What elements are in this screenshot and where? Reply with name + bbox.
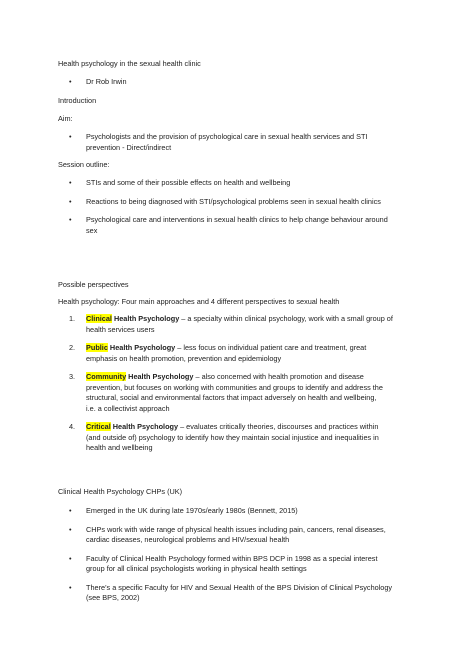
chp-heading: Clinical Health Psychology CHPs (UK) [58,487,183,496]
perspective-line: health and wellbeing [86,443,153,452]
aim-label: Aim: [58,114,73,123]
aim-item [58,132,428,153]
perspective-description: – evaluates critically theories, discourses and practices within [178,422,379,431]
perspectives-heading: Possible perspectives [58,280,129,289]
bold-term: Health Psychology [111,314,180,323]
session-item [58,215,428,236]
chp-item [58,583,428,604]
chp-item-line: Faculty of Clinical Health Psychology formed within BPS DCP in 1998 as a special interest [86,553,378,563]
session-item [58,178,428,189]
bullet-icon: • [69,524,72,534]
chp-item-line: group for all clinical psychologists working in physical health settings [86,564,307,573]
list-number: 2. [69,343,76,352]
bullet-icon: • [69,553,72,563]
aim-list [58,132,428,153]
session-list [58,178,428,236]
bullet-icon: • [69,506,72,515]
perspective-item-clinical [58,314,428,335]
bold-term: Health Psychology [107,343,176,352]
highlighted-term: Critical [86,422,111,431]
bullet-icon: • [69,132,72,141]
aim-item-line: prevention - Direct/indirect [86,142,172,152]
list-number: 4. [69,422,76,431]
session-item-line: STIs and some of their possible effects on health and wellbeing [86,178,291,187]
document-title: Health psychology in the sexual health clinic [58,59,201,68]
perspective-line: structural, social and environmental factors that impact adversely on health and wellbeing, [86,393,377,402]
perspective-first-line [86,343,428,354]
perspective-description: – also concerned with health promotion and disease [193,372,364,381]
session-item-line: Psychological care and interventions in sexual health clinics to help change behaviour around [86,215,388,224]
perspective-first-line [86,314,428,325]
list-number: 3. [69,372,76,381]
bullet-icon: • [69,77,72,86]
highlighted-term: Public [86,343,108,352]
perspective-line: health services users [86,324,155,334]
author-item [58,77,428,88]
chp-item [58,506,428,517]
author-name: Dr Rob Irwin [86,77,127,86]
bold-term: Health Psychology [126,372,194,381]
chp-item-line: CHPs work with wide range of physical health issues including pain, cancers, renal diseases, [86,524,386,534]
session-item-line: sex [86,225,98,235]
chp-item-line: There’s a specific Faculty for HIV and Sexual Health of the BPS Division of Clinical Psychology [86,582,393,592]
perspective-line: prevention, but focuses on working with communities and groups to identify and address the [86,382,383,392]
session-item-line: Reactions to being diagnosed with STI/psychological problems seen in sexual health clinics [86,196,381,206]
aim-item-line: Psychologists and the provision of psychological care in sexual health services and STI [86,132,368,141]
highlighted-term: Community [86,372,127,381]
chp-item-line: cardiac diseases, neurological problems and HIV/sexual health [86,535,290,544]
session-item [58,197,428,208]
bullet-icon: • [69,196,72,206]
chp-list [58,506,428,604]
perspective-first-line [86,372,428,383]
perspective-line: (and outside of) psychology to identify how they maintain social injustice and inequalities in [86,432,379,442]
perspectives-list [58,314,428,454]
highlighted-term: Clinical [86,314,112,323]
chp-item-line: (see BPS, 2002) [86,593,140,602]
perspective-item-critical [58,422,428,454]
perspective-description: – less focus on individual patient care and treatment, great [175,343,367,352]
session-outline-label: Session outline: [58,160,110,169]
perspective-first-line [86,422,428,433]
perspective-line: i.e. a collectivist approach [86,403,170,413]
chp-item-line: Emerged in the UK during late 1970s/early 1980s (Bennett, 2015) [86,506,298,515]
perspective-item-community [58,372,428,414]
chp-item [58,525,428,546]
chp-item [58,554,428,575]
introduction-heading: Introduction [58,96,97,105]
bold-term: Health Psychology [110,422,179,431]
perspective-description: – a specialty within clinical psychology, work with a small group of [179,314,393,323]
bullet-icon: • [69,582,72,592]
perspectives-intro: Health psychology: Four main approaches and 4 different perspectives to sexual health [58,297,340,306]
list-number: 1. [69,314,76,323]
author-list [58,77,428,88]
bullet-icon: • [69,178,72,187]
bullet-icon: • [69,215,72,224]
perspective-item-public [58,343,428,364]
perspective-line: emphasis on health promotion, prevention and epidemiology [86,353,282,363]
